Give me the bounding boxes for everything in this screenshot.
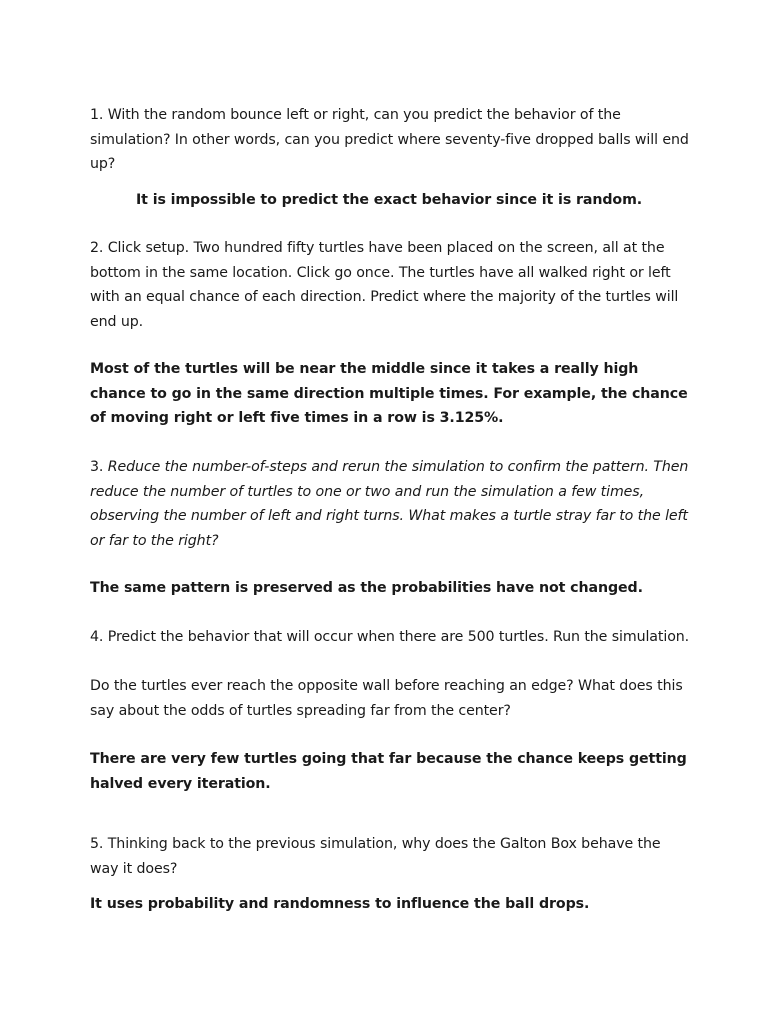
question-3-text: Reduce the number-of-steps and rerun the simulation to confirm the pattern. Then reduce the number of turtles to one or two and run the simulation a few times, observing the number of left and right turns. What makes a turtle stray far to the left or far to the right? <box>90 459 689 549</box>
answer-2: Most of the turtles will be near the middle since it takes a really high chance to go in the same direction multiple times. For example, the chance of moving right or left five times in a row is 3.125%. <box>90 361 688 426</box>
question-2: 2. Click setup. Two hundred fifty turtles have been placed on the screen, all at the bottom in the same location. Click go once. The turtles have all walked right or left with an equal chance of each direction. Predict where the majority of the turtles will end up. <box>90 240 679 330</box>
question-1: 1. With the random bounce left or right, can you predict the behavior of the simulation? In other words, can you predict where seventy-five dropped balls will end up? <box>90 107 689 172</box>
answer-5: It uses probability and randomness to influence the ball drops. <box>90 896 590 912</box>
answer-4: There are very few turtles going that far because the chance keeps getting halved every iteration. <box>90 751 687 792</box>
question-3 <box>90 455 690 553</box>
question-4-line-2: Do the turtles ever reach the opposite wall before reaching an edge? What does this say about the odds of turtles spreading far from the center? <box>90 678 683 719</box>
answer-1: It is impossible to predict the exact behavior since it is random. <box>136 192 643 208</box>
question-5: 5. Thinking back to the previous simulation, why does the Galton Box behave the way it does? <box>90 836 661 877</box>
answer-3: The same pattern is preserved as the probabilities have not changed. <box>90 580 643 596</box>
question-4-line-1: 4. Predict the behavior that will occur when there are 500 turtles. Run the simulation. <box>90 629 690 645</box>
question-3-number: 3. <box>90 459 108 475</box>
